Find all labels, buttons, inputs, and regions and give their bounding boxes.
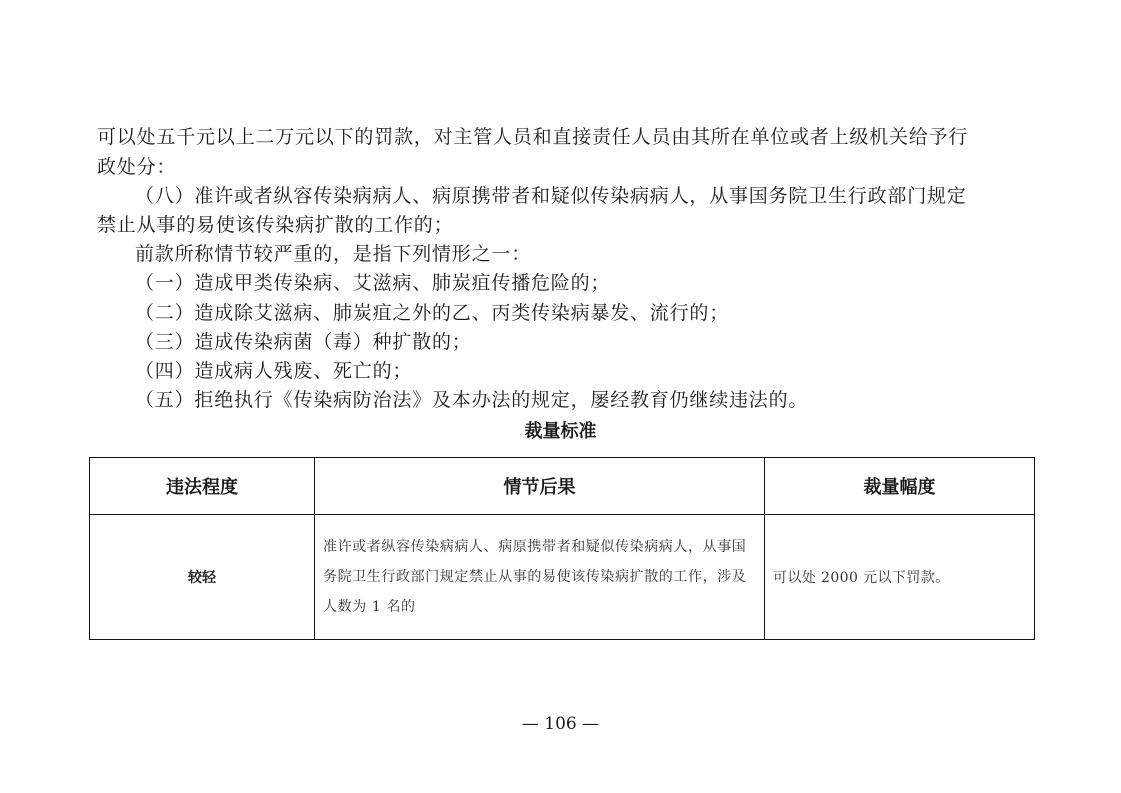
table-row [90, 515, 1035, 640]
body-line-1: 可以处五千元以上二万元以下的罚款，对主管人员和直接责任人员由其所在单位或者上级机关给予行 [97, 126, 969, 148]
condition-5: （五）拒绝执行《传染病防治法》及本办法的规定，屡经教育仍继续违法的。 [135, 389, 809, 411]
body-line-2: 政处分： [97, 156, 177, 178]
condition-2: （二）造成除艾滋病、肺炭疽之外的乙、丙类传染病暴发、流行的； [135, 302, 730, 324]
serious-intro: 前款所称情节较严重的，是指下列情形之一： [135, 243, 532, 265]
cell-penalty-range: 可以处 2000 元以下罚款。 [765, 515, 1035, 640]
condition-3: （三）造成传染病菌（毒）种扩散的； [135, 331, 472, 353]
discretion-table [89, 457, 1035, 640]
item-8-line-1: （八）准许或者纵容传染病病人、病原携带者和疑似传染病病人，从事国务院卫生行政部门规定 [135, 185, 967, 207]
page-number: — 106 — [521, 714, 600, 734]
cell-consequence: 准许或者纵容传染病病人、病原携带者和疑似传染病病人，从事国务院卫生行政部门规定禁止从事的易使该传染病扩散的工作，涉及人数为 1 名的 [315, 515, 765, 640]
table-title: 裁量标准 [524, 421, 597, 442]
condition-4: （四）造成病人残废、死亡的； [135, 360, 413, 382]
header-violation-level: 违法程度 [90, 458, 315, 515]
cell-violation-level: 较轻 [90, 515, 315, 640]
header-penalty-range: 裁量幅度 [765, 458, 1035, 515]
condition-1: （一）造成甲类传染病、艾滋病、肺炭疽传播危险的； [135, 272, 611, 294]
table-header-row [90, 458, 1035, 515]
item-8-line-2: 禁止从事的易使该传染病扩散的工作的； [97, 214, 454, 236]
header-consequence: 情节后果 [315, 458, 765, 515]
